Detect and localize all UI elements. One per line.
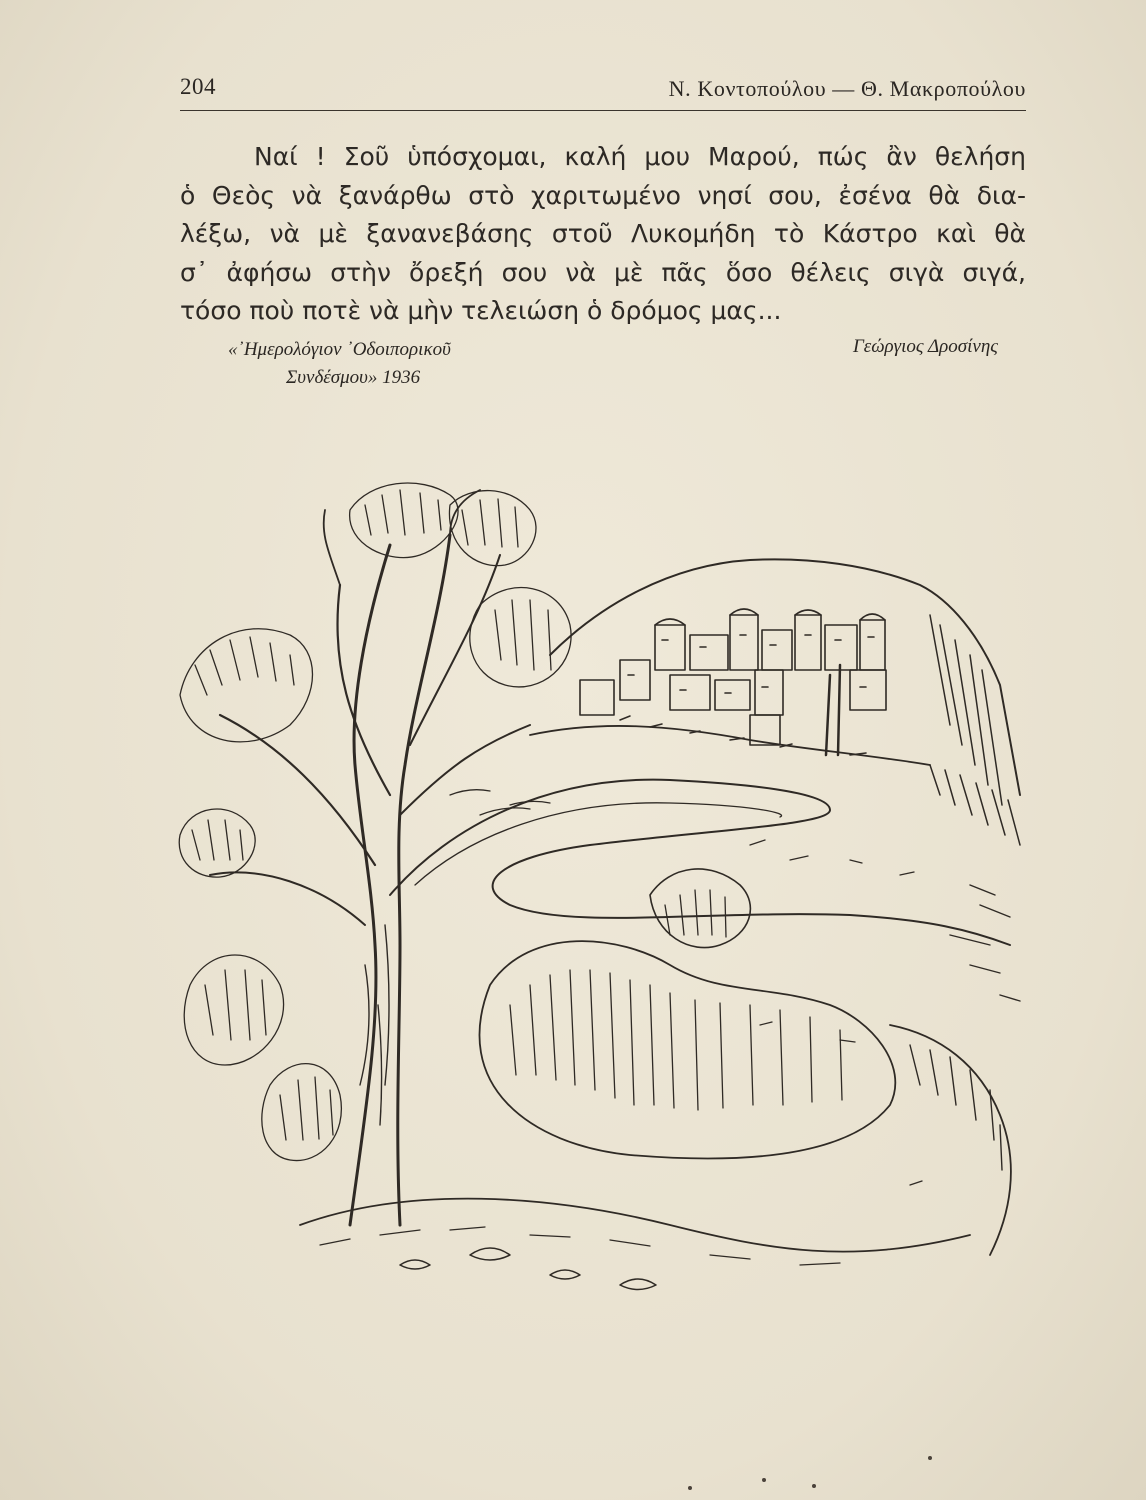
body-line: σ᾽ ἀφήσω στὴν ὄρεξή σου νὰ μὲ πᾶς ὅσο θέλεις σιγὰ σιγά,: [180, 257, 1026, 287]
source-line-1: «᾿Ημερολόγιον ᾿Οδοιπορικοῦ: [228, 339, 451, 360]
body-line: τόσο ποὺ ποτὲ νὰ μὴν τελειώση ὁ δρόμος μας...: [180, 296, 782, 325]
ink-speck: [762, 1478, 766, 1482]
page-header: [180, 74, 1026, 111]
ink-speck: [928, 1456, 932, 1460]
body-paragraph: [180, 138, 1026, 331]
source-citation: [228, 336, 528, 392]
body-line: λέξω, νὰ μὲ ξανανεβάσης στοῦ Λυκομήδη τὸ Κάστρο καὶ θὰ: [180, 219, 1026, 248]
running-title: Ν. Κοντοπούλου — Θ. Μακροπούλου: [668, 76, 1026, 101]
body-line: ὁ Θεὸς νὰ ξανάρθω στὸ χαριτωμένο νησί σου, ἐσένα θὰ δια-: [180, 180, 1026, 210]
source-line-2: Συνδέσμου» 1936: [286, 367, 421, 388]
landscape-illustration: [150, 465, 1040, 1345]
page-number: 204: [180, 74, 216, 99]
ink-speck: [688, 1486, 692, 1490]
body-line: Ναί ! Σοῦ ὑπόσχομαι, καλή μου Μαρού, πώς ἂν θελήση: [254, 142, 1026, 171]
author-name: Γεώργιος Δροσίνης: [852, 336, 998, 357]
ink-speck: [812, 1484, 816, 1488]
